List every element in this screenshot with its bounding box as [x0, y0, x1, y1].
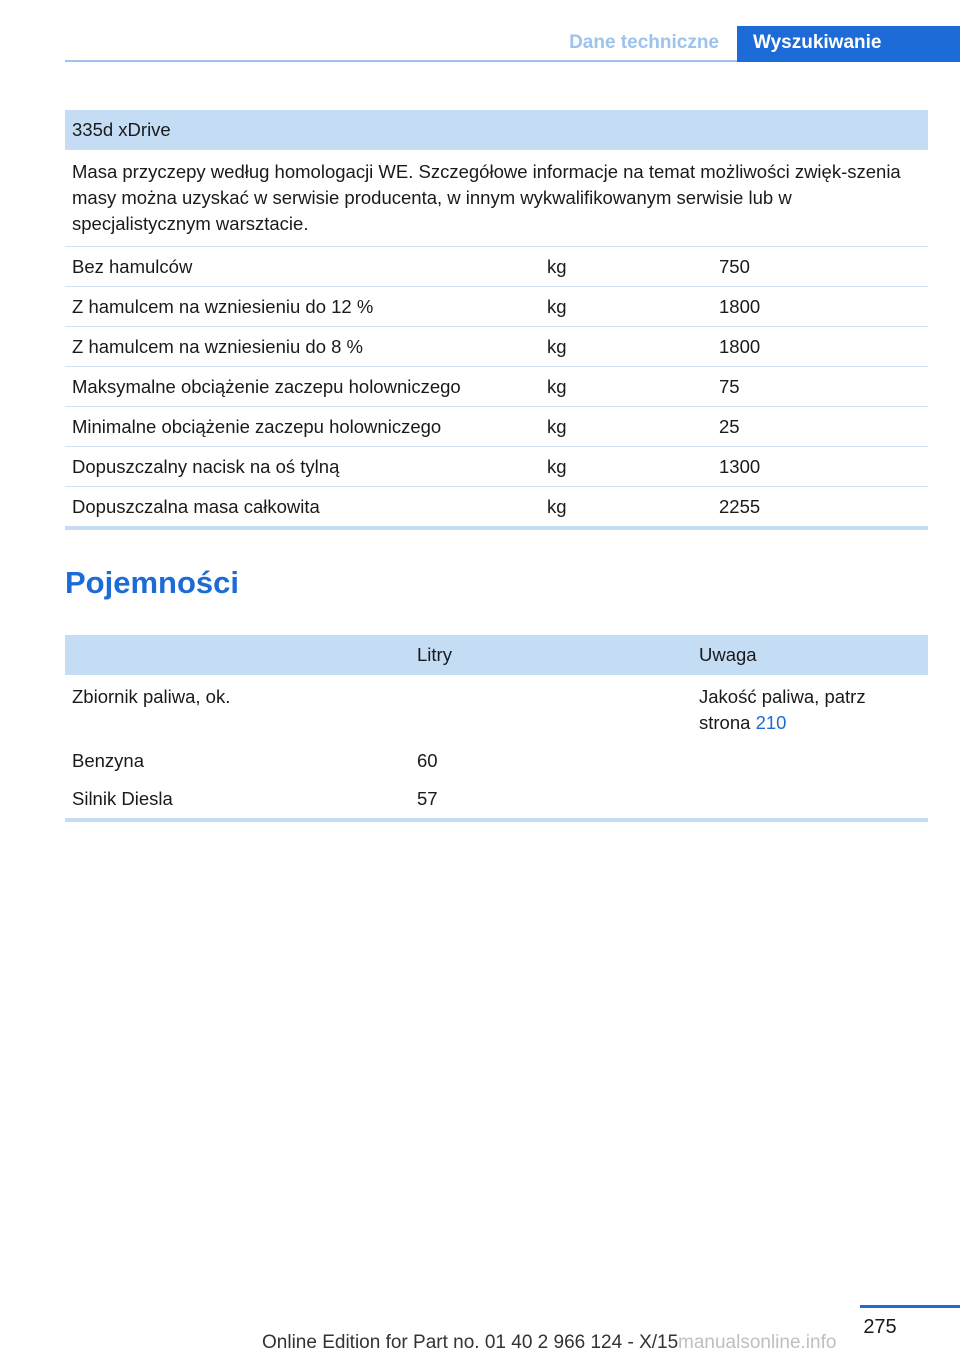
row-value: 1300: [712, 447, 928, 487]
row-value: 1800: [712, 287, 928, 327]
row-note: [692, 742, 928, 780]
column-header-liters: Litry: [410, 635, 692, 675]
table-header-model: 335d xDrive: [65, 110, 928, 150]
row-value: 25: [712, 407, 928, 447]
footer-rule: [860, 1305, 960, 1308]
row-label: Bez hamulców: [65, 247, 540, 287]
row-unit: kg: [540, 287, 712, 327]
row-label: Dopuszczalny nacisk na oś tylną: [65, 447, 540, 487]
table-row: [65, 407, 928, 447]
page-link[interactable]: 210: [755, 712, 787, 733]
row-value: 60: [417, 750, 438, 771]
note-text: Jakość paliwa, patrz strona: [699, 686, 866, 733]
section-title-capacities: Pojemności: [65, 565, 239, 600]
row-unit: kg: [540, 487, 712, 529]
table-row: [65, 742, 928, 780]
row-unit: kg: [540, 447, 712, 487]
row-label: Silnik Diesla: [65, 780, 410, 820]
row-unit: kg: [540, 327, 712, 367]
row-label: Maksymalne obciążenie zaczepu holowniczego: [65, 367, 540, 407]
row-value: 750: [712, 247, 928, 287]
row-unit: kg: [540, 407, 712, 447]
row-note: [692, 780, 928, 820]
row-unit: kg: [540, 247, 712, 287]
table-row: [65, 447, 928, 487]
row-note: [692, 675, 928, 742]
column-header-note: Uwaga: [692, 635, 928, 675]
row-unit: kg: [540, 367, 712, 407]
table-row: [65, 487, 928, 529]
table-row: [65, 287, 928, 327]
column-header-blank: [65, 635, 410, 675]
trailer-load-table: [65, 110, 928, 530]
table-row: [65, 367, 928, 407]
edition-text: Online Edition for Part no. 01 40 2 966 124 - X/15: [262, 1332, 679, 1353]
row-value: 57: [410, 780, 692, 820]
table-row: [65, 247, 928, 287]
row-label: Z hamulcem na wzniesieniu do 8 %: [65, 327, 540, 367]
row-label: Benzyna: [72, 750, 144, 771]
tab-technical-data[interactable]: Dane techniczne: [569, 32, 719, 53]
tab-search[interactable]: Wyszukiwanie: [737, 26, 960, 62]
row-label: Minimalne obciążenie zaczepu holowniczego: [65, 407, 540, 447]
row-label: Z hamulcem na wzniesieniu do 12 %: [65, 287, 540, 327]
table-row: [65, 780, 928, 820]
row-value: 1800: [712, 327, 928, 367]
page-number: 275: [863, 1316, 897, 1338]
capacities-table: [65, 635, 928, 822]
table-row: [65, 327, 928, 367]
table-row: [65, 675, 928, 742]
row-value: [410, 675, 692, 742]
table-note: Masa przyczepy według homologacji WE. Szczegółowe informacje na temat możliwości zwięk-szenia masy można uzyskać w serwisie producenta, w innym wykwalifikowanym serwisie lub w specjalistycznym warsztacie.: [65, 150, 928, 247]
watermark: manualsonline.info: [678, 1332, 837, 1353]
row-value: 75: [712, 367, 928, 407]
row-value: 2255: [712, 487, 928, 529]
row-label: Dopuszczalna masa całkowita: [65, 487, 540, 529]
row-label: Zbiornik paliwa, ok.: [72, 686, 231, 707]
